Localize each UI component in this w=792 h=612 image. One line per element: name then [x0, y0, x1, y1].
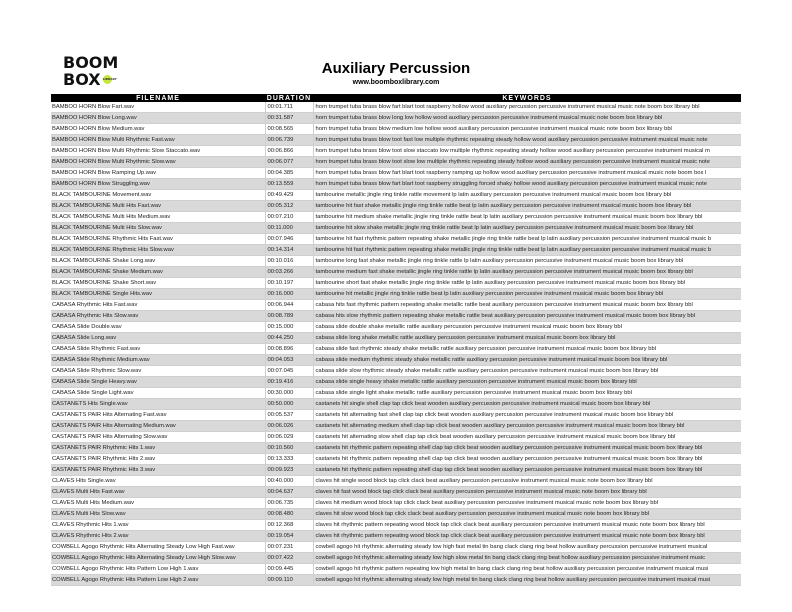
document-page [51, 54, 741, 586]
table-row [51, 377, 741, 388]
filename-cell: CLAVES Multi Hits Fast.wav [51, 487, 265, 498]
filename-cell: BAMBOO HORN Blow Multi Rhythmic Slow.wav [51, 157, 265, 168]
table-row [51, 157, 741, 168]
duration-cell: 00:09.923 [265, 465, 313, 476]
filename-cell: CASTANETS Hits Single.wav [51, 399, 265, 410]
keywords-cell: castanets hit rhythmic pattern repeating shell clap tap click beat wooden auxiliary percussion percussive instrument musical music boom box library bbl [313, 454, 741, 465]
duration-cell: 00:10.016 [265, 256, 313, 267]
logo-text-box: BOX [63, 70, 101, 89]
keywords-cell: cabasa hits fast rhythmic pattern repeating shake metallic rattle beat auxiliary percussion percussive instrument musical music boom box library bbl [313, 300, 741, 311]
keywords-cell: tambourine long fast shake metallic jingle ring tinkle rattle lp latin auxiliary percussion percussive instrument musical music boom box library bbl [313, 256, 741, 267]
keywords-cell: castanets hit alternating slow shell clap tap click beat wooden auxiliary percussion percussive instrument musical music boom box library bbl [313, 432, 741, 443]
table-row [51, 509, 741, 520]
table-row [51, 212, 741, 223]
keywords-cell: claves hit slow wood block tap click clack beat auxiliary percussion percussive instrument musical music note boom box library bbl [313, 509, 741, 520]
duration-cell: 00:06.026 [265, 421, 313, 432]
filename-cell: BLACK TAMBOURINE Single Hits.wav [51, 289, 265, 300]
keywords-cell: horn trumpet tuba brass blow fart blart toot raspberry ramping up hollow wood auxiliary percussion percussive instrument musical music note boom box l [313, 168, 741, 179]
table-row [51, 135, 741, 146]
filename-cell: BAMBOO HORN Blow Multi Rhythmic Fast.wav [51, 135, 265, 146]
table-row [51, 179, 741, 190]
table-row [51, 201, 741, 212]
table-row [51, 487, 741, 498]
keywords-cell: castanets hit rhythmic pattern repeating shell clap tap click beat wooden auxiliary percussion percussive instrument musical music boom box library bbl [313, 443, 741, 454]
filename-cell: COWBELL Agogo Rhythmic Hits Pattern Low High 2.wav [51, 575, 265, 586]
keywords-cell: horn trumpet tuba brass blow long low hollow wood auxiliary percussion percussive instrument musical music note boom box library bbl [313, 113, 741, 124]
keywords-cell: tambourine hit fast rhythmic pattern repeating shake metallic jingle ring tinkle rattle beat lp latin auxiliary percussion percussive instrument musical music b [313, 234, 741, 245]
filename-cell: BLACK TAMBOURINE Rhythmic Hits Slow.wav [51, 245, 265, 256]
filename-cell: BLACK TAMBOURINE Movement.wav [51, 190, 265, 201]
filename-cell: CABASA Slide Rhythmic Fast.wav [51, 344, 265, 355]
duration-cell: 00:05.537 [265, 410, 313, 421]
table-row [51, 465, 741, 476]
filename-cell: BAMBOO HORN Blow Long.wav [51, 113, 265, 124]
duration-cell: 00:13.559 [265, 179, 313, 190]
column-header-filename: FILENAME [51, 94, 265, 102]
filename-cell: CASTANETS PAIR Rhythmic Hits 1.wav [51, 443, 265, 454]
duration-cell: 00:04.637 [265, 487, 313, 498]
filename-cell: BLACK TAMBOURINE Multi Hits Slow.wav [51, 223, 265, 234]
filename-cell: BLACK TAMBOURINE Multi Hits Fast.wav [51, 201, 265, 212]
duration-cell: 00:14.314 [265, 245, 313, 256]
duration-cell: 00:07.210 [265, 212, 313, 223]
filename-cell: CABASA Slide Rhythmic Slow.wav [51, 366, 265, 377]
duration-cell: 00:16.000 [265, 289, 313, 300]
duration-cell: 00:06.944 [265, 300, 313, 311]
table-row [51, 575, 741, 586]
duration-cell: 00:13.333 [265, 454, 313, 465]
column-header-duration: DURATION [266, 94, 312, 102]
filename-cell: CLAVES Multi Hits Medium.wav [51, 498, 265, 509]
table-row [51, 476, 741, 487]
filename-cell: COWBELL Agogo Rhythmic Hits Pattern Low High 1.wav [51, 564, 265, 575]
table-row [51, 454, 741, 465]
table-row [51, 443, 741, 454]
table-row [51, 311, 741, 322]
table-row [51, 520, 741, 531]
duration-cell: 00:08.896 [265, 344, 313, 355]
duration-cell: 00:30.000 [265, 388, 313, 399]
filename-cell: BLACK TAMBOURINE Shake Long.wav [51, 256, 265, 267]
duration-cell: 00:44.250 [265, 333, 313, 344]
duration-cell: 00:09.445 [265, 564, 313, 575]
duration-cell: 00:11.000 [265, 223, 313, 234]
duration-cell: 00:08.789 [265, 311, 313, 322]
filename-cell: CABASA Rhythmic Hits Slow.wav [51, 311, 265, 322]
keywords-cell: castanets hit alternating fast shell clap tap click beat wooden auxiliary percussion percussive instrument musical music boom box library bbl [313, 410, 741, 421]
table-row [51, 146, 741, 157]
duration-cell: 00:06.739 [265, 135, 313, 146]
duration-cell: 00:08.565 [265, 124, 313, 135]
filename-cell: CLAVES Multi Hits Slow.wav [51, 509, 265, 520]
filename-cell: CABASA Slide Single Heavy.wav [51, 377, 265, 388]
keywords-cell: cowbell agogo hit rhythmic alternating steady low high slow metal tin bang clack clang ring beat hollow auxiliary percussion percussive instrument music [313, 553, 741, 564]
filename-cell: CABASA Slide Single Light.wav [51, 388, 265, 399]
table-row [51, 245, 741, 256]
table-row [51, 399, 741, 410]
table-row [51, 113, 741, 124]
filename-cell: CASTANETS PAIR Rhythmic Hits 3.wav [51, 465, 265, 476]
keywords-cell: cabasa slide medium rhythmic steady shake metallic rattle auxiliary percussion percussive instrument musical music boom box library bbl [313, 355, 741, 366]
page-title: Auxiliary Percussion [321, 60, 471, 77]
table-row [51, 124, 741, 135]
keywords-cell: claves hit rhythmic pattern repeating wood block tap click clack beat auxiliary percussion percussive instrument musical music note boom box library bbl [313, 531, 741, 542]
filename-cell: COWBELL Agogo Rhythmic Hits Alternating Steady Low High Fast.wav [51, 542, 265, 553]
filename-cell: CLAVES Rhythmic Hits 2.wav [51, 531, 265, 542]
duration-cell: 00:49.429 [265, 190, 313, 201]
duration-cell: 00:01.711 [265, 102, 313, 113]
keywords-cell: cowbell agogo hit rhythmic alternating steady low high fast metal tin bang clack clang ring beat hollow auxiliary percussion percussive instrument musical [313, 542, 741, 553]
table-row [51, 223, 741, 234]
duration-cell: 00:19.416 [265, 377, 313, 388]
filename-cell: BAMBOO HORN Blow Struggling.wav [51, 179, 265, 190]
duration-cell: 00:09.110 [265, 575, 313, 586]
filename-cell: CLAVES Hits Single.wav [51, 476, 265, 487]
keywords-cell: tambourine hit fast shake metallic jingle ring tinkle rattle beat lp latin auxiliary percussion percussive instrument musical music boom box library bbl [313, 201, 741, 212]
keywords-cell: claves hit medium wood block tap click clack beat auxiliary percussion percussive instrument musical music note boom box library bbl [313, 498, 741, 509]
duration-cell: 00:07.946 [265, 234, 313, 245]
filename-cell: BLACK TAMBOURINE Shake Short.wav [51, 278, 265, 289]
logo-badge: LIBRARY [103, 75, 112, 84]
table-row [51, 355, 741, 366]
table-row [51, 553, 741, 564]
page-header [51, 54, 741, 94]
keywords-cell: cabasa slide double shake metallic rattle auxiliary percussion percussive instrument musical music boom box library bbl [313, 322, 741, 333]
table-row [51, 278, 741, 289]
filename-cell: CABASA Slide Long.wav [51, 333, 265, 344]
keywords-cell: claves hit fast wood block tap click clack beat auxiliary percussion percussive instrument musical music note boom box library bbl [313, 487, 741, 498]
duration-cell: 00:07.231 [265, 542, 313, 553]
keywords-cell: claves hit single wood block tap click clack beat auxiliary percussion percussive instrument musical music note boom box library bbl [313, 476, 741, 487]
duration-cell: 00:06.735 [265, 498, 313, 509]
filename-cell: BAMBOO HORN Blow Medium.wav [51, 124, 265, 135]
keywords-cell: cabasa slide long shake metallic rattle auxiliary percussion percussive instrument musical music boom box library bbl [313, 333, 741, 344]
keywords-cell: tambourine hit medium shake metallic jingle ring tinkle rattle beat lp latin auxiliary percussion percussive instrument musical music boom box library bbl [313, 212, 741, 223]
duration-cell: 00:31.587 [265, 113, 313, 124]
table-row [51, 300, 741, 311]
filename-cell: CLAVES Rhythmic Hits 1.wav [51, 520, 265, 531]
duration-cell: 00:07.045 [265, 366, 313, 377]
keywords-cell: castanets hit alternating medium shell clap tap click beat wooden auxiliary percussion percussive instrument musical music boom box library bbl [313, 421, 741, 432]
duration-cell: 00:40.000 [265, 476, 313, 487]
keywords-cell: cowbell agogo hit rhythmic alternating steady low high metal tin bang clack clang ring beat hollow auxiliary percussion percussive instrument musical musi [313, 575, 741, 586]
filename-cell: CASTANETS PAIR Hits Alternating Slow.wav [51, 432, 265, 443]
keywords-cell: tambourine medium fast shake metallic jingle ring tinkle rattle lp latin auxiliary percussion percussive instrument musical music boom box library bbl [313, 267, 741, 278]
duration-cell: 00:10.197 [265, 278, 313, 289]
keywords-cell: cabasa slide slow rhythmic steady shake metallic rattle auxiliary percussion percussive instrument musical music boom box library bbl [313, 366, 741, 377]
keywords-cell: cabasa slide fast rhythmic steady shake metallic rattle auxiliary percussion percussive instrument musical music boom box library bbl [313, 344, 741, 355]
keywords-cell: tambourine hit metallic jingle ring tinkle rattle beat lp latin auxiliary percussion percussive instrument musical music boom box library bbl [313, 289, 741, 300]
keywords-cell: tambourine metallic jingle ring tinkle rattle movement lp latin auxiliary percussion percussive instrument musical music boom box library bbl [313, 190, 741, 201]
filename-cell: BAMBOO HORN Blow Multi Rhythmic Slow Staccato.wav [51, 146, 265, 157]
table-header-row [51, 94, 741, 102]
table-row [51, 498, 741, 509]
filename-cell: CABASA Rhythmic Hits Fast.wav [51, 300, 265, 311]
keywords-cell: cabasa slide single light shake metallic rattle auxiliary percussion percussive instrument musical music boom box library bbl [313, 388, 741, 399]
duration-cell: 00:03.266 [265, 267, 313, 278]
keywords-cell: tambourine hit slow shake metallic jingle ring tinkle rattle beat lp latin auxiliary percussion percussive instrument musical music boom box library bbl [313, 223, 741, 234]
table-row [51, 344, 741, 355]
keywords-cell: cabasa hits slow rhythmic pattern repeating shake metallic rattle beat auxiliary percussion percussive instrument musical music boom box library bbl [313, 311, 741, 322]
duration-cell: 00:06.866 [265, 146, 313, 157]
filename-cell: COWBELL Agogo Rhythmic Hits Alternating Steady Low High Slow.wav [51, 553, 265, 564]
keywords-cell: horn trumpet tuba brass blow fart blart toot raspberry struggling forced shaky hollow wood auxiliary percussion percussive instrument musical music note [313, 179, 741, 190]
duration-cell: 00:05.312 [265, 201, 313, 212]
table-row [51, 322, 741, 333]
table-row [51, 410, 741, 421]
table-row [51, 388, 741, 399]
keywords-cell: cowbell agogo hit rhythmic pattern repeating low high metal tin bang clack clang ring beat hollow auxiliary percussion percussive instrument musical musi [313, 564, 741, 575]
filename-cell: BLACK TAMBOURINE Shake Medium.wav [51, 267, 265, 278]
duration-cell: 00:06.077 [265, 157, 313, 168]
table-row [51, 421, 741, 432]
duration-cell: 00:15.000 [265, 322, 313, 333]
duration-cell: 00:50.000 [265, 399, 313, 410]
keywords-cell: tambourine short fast shake metallic jingle ring tinkle rattle lp latin auxiliary percussion percussive instrument musical music boom box library bbl [313, 278, 741, 289]
table-row [51, 190, 741, 201]
sound-list-table [51, 94, 741, 586]
keywords-cell: horn trumpet tuba brass blow toot slow staccato low multiple rhythmic repeating steady hollow wood auxiliary percussion percussive instrument musical m [313, 146, 741, 157]
keywords-cell: tambourine hit fast rhythmic pattern repeating shake metallic jingle ring tinkle rattle beat lp latin auxiliary percussion percussive instrument musical music b [313, 245, 741, 256]
table-row [51, 289, 741, 300]
duration-cell: 00:06.029 [265, 432, 313, 443]
keywords-cell: castanets hit single shell clap tap click beat wooden auxiliary percussion percussive instrument musical music boom box library bbl [313, 399, 741, 410]
duration-cell: 00:10.560 [265, 443, 313, 454]
table-row [51, 531, 741, 542]
duration-cell: 00:04.385 [265, 168, 313, 179]
keywords-cell: castanets hit rhythmic pattern repeating shell clap tap click beat wooden auxiliary percussion percussive instrument musical music boom box library bbl [313, 465, 741, 476]
filename-cell: CASTANETS PAIR Hits Alternating Fast.wav [51, 410, 265, 421]
keywords-cell: cabasa slide single heavy shake metallic rattle auxiliary percussion percussive instrument musical music boom box library bbl [313, 377, 741, 388]
keywords-cell: horn trumpet tuba brass blow medium low hollow wood auxiliary percussion percussive instrument musical music note boom box library bbl [313, 124, 741, 135]
keywords-cell: horn trumpet tuba brass blow fart blart toot raspberry hollow wood auxiliary percussion percussive instrument musical music note boom box library bbl [313, 102, 741, 113]
filename-cell: CASTANETS PAIR Rhythmic Hits 2.wav [51, 454, 265, 465]
column-header-keywords: KEYWORDS [313, 94, 741, 102]
table-row [51, 256, 741, 267]
keywords-cell: horn trumpet tuba brass blow toot slow low multiple rhythmic repeating steady hollow wood auxiliary percussion percussive instrument musical music note [313, 157, 741, 168]
duration-cell: 00:08.480 [265, 509, 313, 520]
table-row [51, 366, 741, 377]
table-row [51, 102, 741, 113]
table-row [51, 234, 741, 245]
duration-cell: 00:04.053 [265, 355, 313, 366]
table-row [51, 333, 741, 344]
duration-cell: 00:19.054 [265, 531, 313, 542]
table-row [51, 432, 741, 443]
table-row [51, 168, 741, 179]
filename-cell: CASTANETS PAIR Hits Alternating Medium.wav [51, 421, 265, 432]
keywords-cell: claves hit rhythmic pattern repeating wood block tap click clack beat auxiliary percussion percussive instrument musical music note boom box library bbl [313, 520, 741, 531]
filename-cell: BLACK TAMBOURINE Rhythmic Hits Fast.wav [51, 234, 265, 245]
duration-cell: 00:07.422 [265, 553, 313, 564]
table-row [51, 267, 741, 278]
filename-cell: CABASA Slide Rhythmic Medium.wav [51, 355, 265, 366]
table-row [51, 542, 741, 553]
keywords-cell: horn trumpet tuba brass blow toot fast low multiple rhythmic repeating steady hollow wood auxiliary percussion percussive instrument musical music note [313, 135, 741, 146]
filename-cell: BAMBOO HORN Blow Ramping Up.wav [51, 168, 265, 179]
duration-cell: 00:12.368 [265, 520, 313, 531]
filename-cell: BLACK TAMBOURINE Multi Hits Medium.wav [51, 212, 265, 223]
filename-cell: BAMBOO HORN Blow Fart.wav [51, 102, 265, 113]
table-row [51, 564, 741, 575]
logo-text-boom: BOOM [63, 53, 119, 72]
filename-cell: CABASA Slide Double.wav [51, 322, 265, 333]
website-url: www.boomboxlibrary.com [352, 79, 440, 86]
